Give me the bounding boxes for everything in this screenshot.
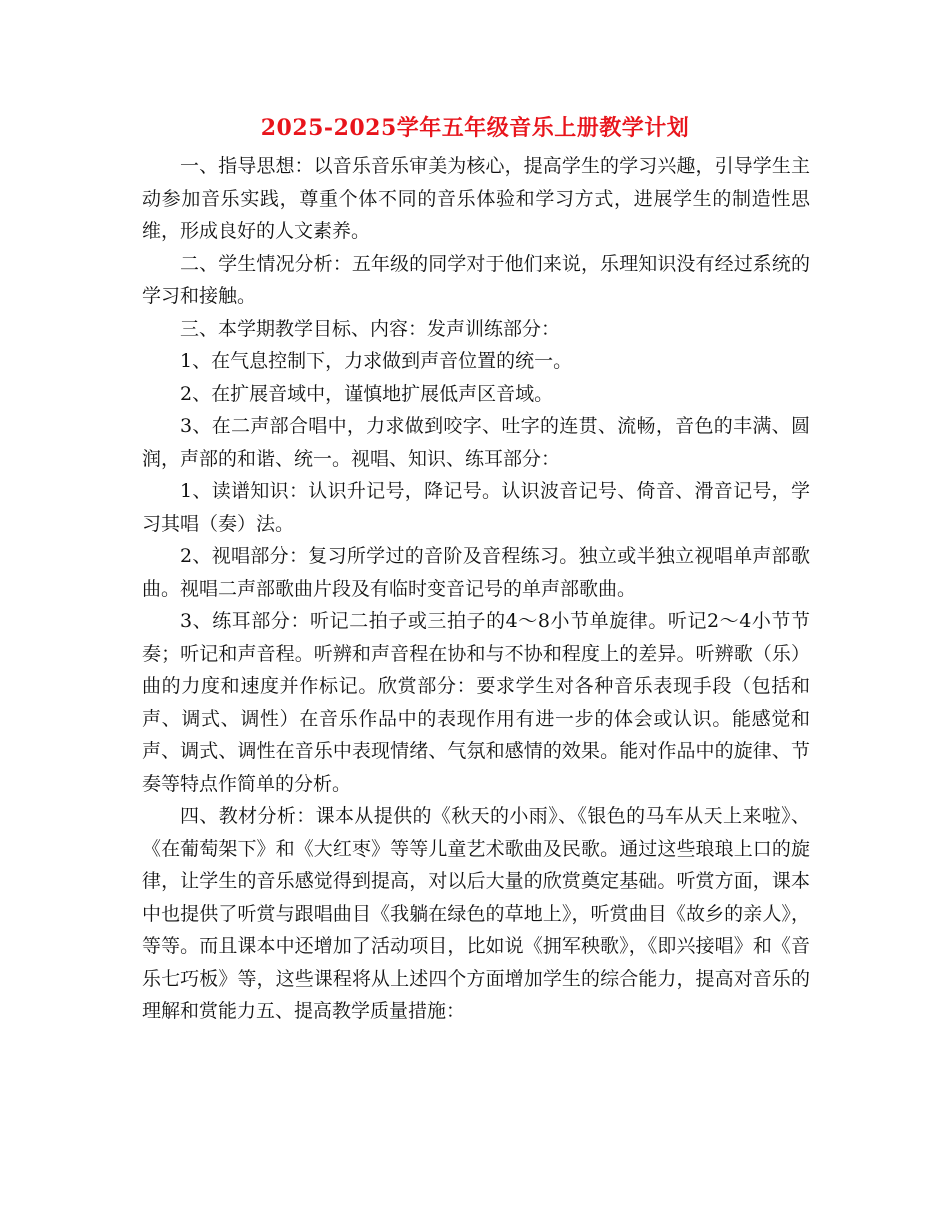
paragraph-ear-training: 3、练耳部分：听记二拍子或三拍子的4～8小节单旋律。听记2～4小节节奏；听记和声音程。听辨和声音程在协和与不协和程度上的差异。听辨歌（乐）曲的力度和速度并作标记。欣赏部分：要求学生对各种音乐表现手段（包括和声、调式、调性）在音乐作品中的表现作用有进一步的体会或认识。能感觉和声、调式、调性在音乐中表现情绪、气氛和感情的效果。能对作品中的旋律、节奏等特点作简单的分析。	[142, 610, 810, 795]
paragraph-vocal-item-3: 3、在二声部合唱中，力求做到咬字、吐字的连贯、流畅，音色的丰满、圆润，声部的和谐、统一。视唱、知识、练耳部分：	[142, 415, 810, 470]
paragraph-textbook-analysis: 四、教材分析：课本从提供的《秋天的小雨》、《银色的马车从天上来啦》、《在葡萄架下》和《大红枣》等等儿童艺术歌曲及民歌。通过这些琅琅上口的旋律，让学生的音乐感觉得到提高，对以后大量的欣赏奠定基础。听赏方面，课本中也提供了听赏与跟唱曲目《我躺在绿色的草地上》，听赏曲目《故乡的亲人》，等等。而且课本中还增加了活动项目，比如说《拥军秧歌》，《即兴接唱》和《音乐七巧板》等，这些课程将从上述四个方面增加学生的综合能力，提高对音乐的理解和赏能力五、提高教学质量措施：	[142, 805, 810, 1022]
document-title: 2025-2025学年五年级音乐上册教学计划	[260, 115, 690, 141]
paragraph-vocal-item-1: 1、在气息控制下，力求做到声音位置的统一。	[180, 350, 573, 372]
paragraph-goals-heading: 三、本学期教学目标、内容：发声训练部分：	[180, 317, 561, 340]
paragraph-vocal-item-2: 2、在扩展音域中，谨慎地扩展低声区音域。	[180, 382, 554, 405]
paragraph-student-analysis: 二、学生情况分析：五年级的同学对于他们来说，乐理知识没有经过系统的学习和接触。	[142, 252, 810, 307]
paragraph-guiding-thought: 一、指导思想：以音乐音乐审美为核心，提高学生的学习兴趣，引导学生主动参加音乐实践，尊重个体不同的音乐体验和学习方式，进展学生的制造性思维，形成良好的人文素养。	[142, 155, 810, 242]
paragraph-reading-knowledge: 1、读谱知识：认识升记号，降记号。认识波音记号、倚音、滑音记号，学习其唱（奏）法。	[142, 480, 810, 535]
paragraph-sight-singing: 2、视唱部分：复习所学过的音阶及音程练习。独立或半独立视唱单声部歌曲。视唱二声部歌曲片段及有临时变音记号的单声部歌曲。	[142, 545, 810, 600]
document-body	[142, 150, 810, 1028]
